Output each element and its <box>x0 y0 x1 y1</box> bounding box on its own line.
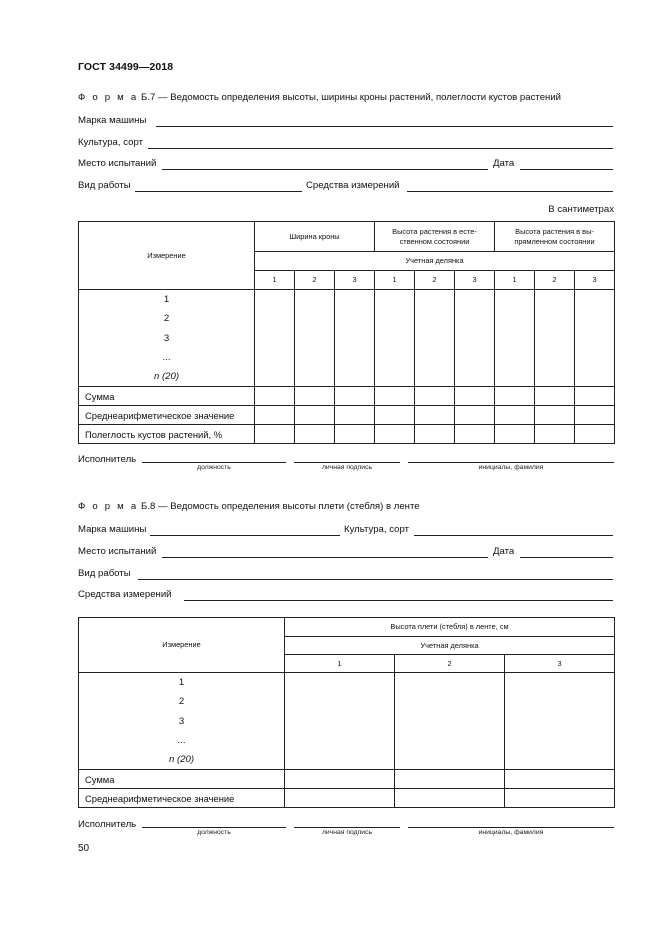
form7-executor-name-line[interactable] <box>408 462 614 463</box>
form7-lodging-row: Полеглость кустов растений, % <box>79 425 255 444</box>
form7-plot-header: Учетная делянка <box>255 252 615 271</box>
form8-row-label: n (20) <box>168 754 195 766</box>
form7-data-cell[interactable] <box>375 290 415 387</box>
form8-data-cell[interactable] <box>505 673 615 770</box>
form7-data-cell[interactable] <box>255 387 295 406</box>
form7-sum-row: Сумма <box>79 387 255 406</box>
form8-executor-name-line[interactable] <box>408 827 614 828</box>
form7-data-cell[interactable] <box>415 290 455 387</box>
form8-data-cell[interactable] <box>285 770 395 789</box>
form8-prefix: Ф о р м а <box>78 501 139 512</box>
form7-plot-number: 3 <box>335 271 375 290</box>
form8-executor-label: Исполнитель <box>78 819 137 830</box>
form8-executor-signature-line[interactable] <box>294 827 400 828</box>
form7-data-cell[interactable] <box>375 425 415 444</box>
form7-data-cell[interactable] <box>535 425 575 444</box>
form8-plot-number: 1 <box>285 655 395 673</box>
form8-work-line[interactable] <box>138 579 613 580</box>
form7-crop-line[interactable] <box>148 148 613 149</box>
form7-data-cell[interactable] <box>535 406 575 425</box>
form7-data-cell[interactable] <box>255 406 295 425</box>
form7-data-cell[interactable] <box>335 290 375 387</box>
form7-data-cell[interactable] <box>375 406 415 425</box>
form8-measurement-header: Измерение <box>79 618 285 673</box>
form7-measurement-header: Измерение <box>79 222 255 290</box>
form7-data-cell[interactable] <box>575 406 615 425</box>
form7-mean-row: Среднеарифметическое значение <box>79 406 255 425</box>
form8-sum-row: Сумма <box>79 770 285 789</box>
form7-data-cell[interactable] <box>335 425 375 444</box>
form7-data-cell[interactable] <box>255 290 295 387</box>
form7-data-cell[interactable] <box>495 425 535 444</box>
form7-plot-number: 2 <box>535 271 575 290</box>
form7-data-cell[interactable] <box>455 290 495 387</box>
form7-data-cell[interactable] <box>295 406 335 425</box>
form7-place-label: Место испытаний <box>78 158 157 169</box>
form8-means-label: Средства измерений <box>78 589 172 600</box>
form8-means-line[interactable] <box>184 600 613 601</box>
form7-data-cell[interactable] <box>415 425 455 444</box>
form7-data-cell[interactable] <box>415 406 455 425</box>
form7-plot-number: 1 <box>375 271 415 290</box>
form7-plot-number: 1 <box>495 271 535 290</box>
form8-machine-line[interactable] <box>150 535 340 536</box>
form7-data-cell[interactable] <box>415 387 455 406</box>
form7-name-caption: инициалы, фамилия <box>478 464 544 471</box>
form7-plot-number: 1 <box>255 271 295 290</box>
form7-date-label: Дата <box>493 158 515 169</box>
form7-data-cell[interactable] <box>455 387 495 406</box>
form7-plot-number: 2 <box>295 271 335 290</box>
form8-row-label: 3 <box>178 715 185 727</box>
form7-group-straightened-height: Высота растения в вы- прямленном состоянии <box>495 222 615 252</box>
form7-means-line[interactable] <box>407 191 613 192</box>
form7-title <box>78 92 561 103</box>
form8-executor-position-line[interactable] <box>142 827 286 828</box>
form7-date-line[interactable] <box>520 169 613 170</box>
form7-prefix: Ф о р м а <box>78 92 139 103</box>
form7-units: В сантиметрах <box>548 204 614 215</box>
standard-header: ГОСТ 34499—2018 <box>78 61 174 73</box>
form8-crop-line[interactable] <box>414 535 613 536</box>
form7-data-cell[interactable] <box>535 387 575 406</box>
form7-data-cell[interactable] <box>335 406 375 425</box>
form7-data-cell[interactable] <box>575 290 615 387</box>
form7-data-cell[interactable] <box>335 387 375 406</box>
form8-name-caption: инициалы, фамилия <box>478 829 544 836</box>
form8-data-cell[interactable] <box>285 673 395 770</box>
form7-machine-label: Марка машины <box>78 115 147 126</box>
form8-date-label: Дата <box>493 546 515 557</box>
form8-position-caption: должность <box>197 829 231 836</box>
form7-row-label: ... <box>162 351 171 363</box>
form8-data-cell[interactable] <box>395 789 505 808</box>
form8-crop-label: Культура, сорт <box>344 524 409 535</box>
form7-group-crown-width: Ширина кроны <box>255 222 375 252</box>
form8-title-text: Б.8 — Ведомость определения высоты плети (стебля) в ленте <box>138 501 420 512</box>
form8-row-label: 2 <box>178 696 185 708</box>
form8-place-label: Место испытаний <box>78 546 157 557</box>
page-number: 50 <box>78 843 90 854</box>
form7-crop-label: Культура, сорт <box>78 137 143 148</box>
form7-data-cell[interactable] <box>375 387 415 406</box>
form7-data-cell[interactable] <box>535 290 575 387</box>
form7-data-cell[interactable] <box>495 406 535 425</box>
form8-data-cell[interactable] <box>395 770 505 789</box>
form7-executor-signature-line[interactable] <box>294 462 400 463</box>
form8-mean-row: Среднеарифметическое значение <box>79 789 285 808</box>
form8-machine-label: Марка машины <box>78 524 147 535</box>
form8-title <box>78 501 420 512</box>
form8-data-cell[interactable] <box>285 789 395 808</box>
form7-table <box>78 221 615 444</box>
form7-data-cell[interactable] <box>295 425 335 444</box>
form8-signature-caption: личная подпись <box>321 829 373 836</box>
form8-work-label: Вид работы <box>78 568 131 579</box>
form8-row-label: ... <box>177 734 186 746</box>
form8-data-cell[interactable] <box>505 770 615 789</box>
form7-place-line[interactable] <box>162 169 488 170</box>
form7-row-label: n (20) <box>153 371 180 383</box>
form7-data-cell[interactable] <box>495 387 535 406</box>
form8-measurement-rows <box>79 673 285 770</box>
form7-row-label: 1 <box>163 294 170 305</box>
form8-data-cell[interactable] <box>505 789 615 808</box>
form8-plot-number: 2 <box>395 655 505 673</box>
form7-row-label: 3 <box>163 332 170 344</box>
form7-data-cell[interactable] <box>255 425 295 444</box>
form7-row-label: 2 <box>163 313 170 325</box>
form7-data-cell[interactable] <box>455 425 495 444</box>
form8-row-label: 1 <box>178 677 185 688</box>
form7-data-cell[interactable] <box>295 387 335 406</box>
form7-means-label: Средства измерений <box>306 180 400 191</box>
form7-group-natural-height: Высота растения в есте- ственном состоянии <box>375 222 495 252</box>
form7-position-caption: должность <box>197 464 231 471</box>
form7-signature-caption: личная подпись <box>321 464 373 471</box>
form7-data-cell[interactable] <box>495 290 535 387</box>
form8-group-header: Высота плети (стебля) в ленте, см <box>285 618 615 637</box>
form7-executor-position-line[interactable] <box>142 462 286 463</box>
form7-machine-line[interactable] <box>156 126 613 127</box>
form7-data-cell[interactable] <box>295 290 335 387</box>
form7-data-cell[interactable] <box>575 387 615 406</box>
form7-executor-label: Исполнитель <box>78 454 137 465</box>
form7-plot-number: 3 <box>575 271 615 290</box>
form7-work-line[interactable] <box>135 191 302 192</box>
form8-date-line[interactable] <box>520 557 613 558</box>
form7-data-cell[interactable] <box>575 425 615 444</box>
form8-plot-number: 3 <box>505 655 615 673</box>
form7-measurement-rows <box>79 290 255 387</box>
form8-place-line[interactable] <box>162 557 488 558</box>
form7-title-text: Б.7 — Ведомость определения высоты, ширины кроны растений, полеглости кустов растений <box>138 92 562 103</box>
form8-plot-header: Учетная делянка <box>285 637 615 655</box>
form7-plot-number: 3 <box>455 271 495 290</box>
form7-work-label: Вид работы <box>78 180 131 191</box>
form7-data-cell[interactable] <box>455 406 495 425</box>
form8-table <box>78 617 615 808</box>
form7-plot-number: 2 <box>415 271 455 290</box>
form8-data-cell[interactable] <box>395 673 505 770</box>
